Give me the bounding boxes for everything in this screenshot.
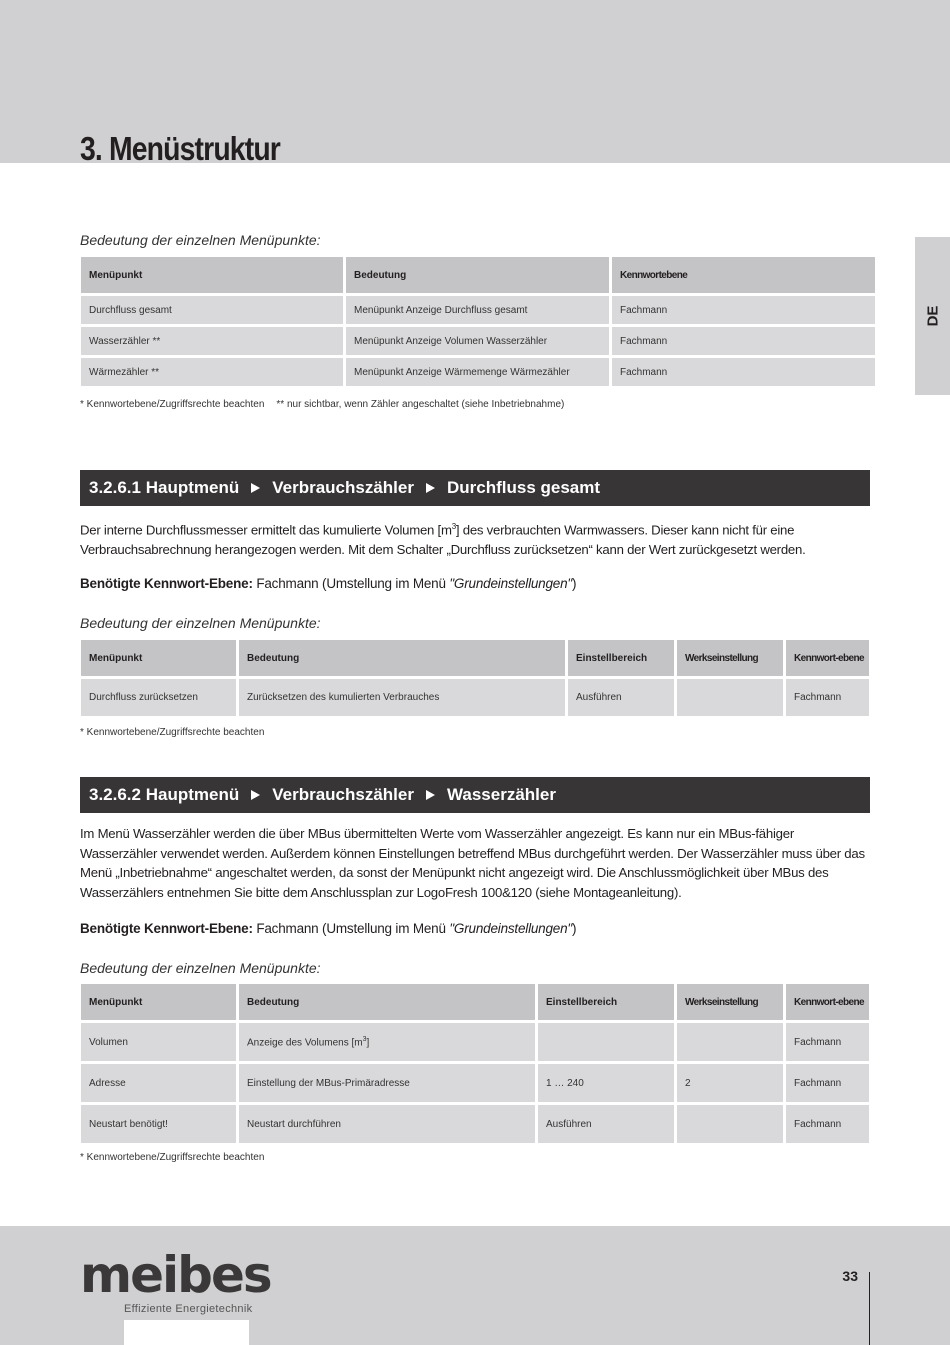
table-row [81, 327, 875, 355]
footer-strip [124, 1320, 249, 1345]
section2-description: Im Menü Wasserzähler werden die über MBus übermittelten Werte vom Wasserzähler angezeigt. Es kann nur ein MBus-fähiger Wasserzähler verwendet werden. Außerdem können Einstellungen betreffend MBus durchgeführt werden. Der Wasserzähler muss über das Menü „Inbetriebnahme“ angeschaltet werden, da sonst der Menüpunkt nicht angezeigt wird. Die Anschlussmöglichkeit über MBus des Wasserzählers entnehmen Sie bitte dem Anschlussplan zur LogoFresh 100&120 (siehe Montageanleitung). [80, 826, 865, 900]
table-cell: Zurücksetzen des kumulierten Verbrauches [239, 679, 565, 716]
table-cell [538, 1023, 674, 1061]
section1-footnote: * Kennwortebene/Zugriffsrechte beachten [80, 727, 265, 738]
table-row [81, 1023, 869, 1061]
requirement-menu: "Grundeinstellungen" [449, 921, 573, 936]
table-cell: Neustart durchführen [239, 1105, 535, 1143]
breadcrumb-item: Hauptmenü [145, 478, 240, 497]
requirement-menu: "Grundeinstellungen" [449, 576, 573, 591]
text-run: Der interne Durchflussmesser ermittelt das kumulierte Volumen [m [80, 522, 452, 538]
footnote: * Kennwortebene/Zugriffsrechte beachten [80, 399, 265, 410]
table-cell: Einstellung der MBus-Primäradresse [239, 1064, 535, 1102]
table-row [81, 358, 875, 386]
section2-password-level [80, 921, 576, 936]
triangle-right-icon [251, 483, 260, 493]
header-cell: Bedeutung [239, 640, 565, 676]
header-cell: Kennwortebene [612, 257, 875, 293]
superscript: 3 [362, 1035, 367, 1043]
table-cell [677, 1105, 783, 1143]
table-cell: Neustart benötigt! [81, 1105, 236, 1143]
section2-table [78, 981, 872, 1146]
breadcrumb-item: Wasserzähler [446, 785, 556, 804]
section2-table-caption: Bedeutung der einzelnen Menüpunkte: [80, 960, 321, 976]
table-cell: Volumen [81, 1023, 236, 1061]
table-cell: Menüpunkt Anzeige Wärmemenge Wärmezähler [346, 358, 609, 386]
breadcrumb-item: Verbrauchszähler [272, 478, 414, 497]
table-cell: Fachmann [612, 296, 875, 324]
header-cell: Menüpunkt [81, 257, 343, 293]
top-menu-table [78, 254, 878, 389]
text-run: ] [366, 1037, 370, 1049]
table-row [81, 1105, 869, 1143]
page-title: 3. Menüstruktur [80, 130, 280, 167]
section1-description [80, 517, 870, 559]
section1-password-level [80, 576, 576, 591]
table-cell: Wärmezähler ** [81, 358, 343, 386]
superscript: 3 [451, 522, 456, 531]
meibes-logo: meibes [80, 1246, 271, 1304]
requirement-label: Benötigte Kennwort-Ebene: [80, 921, 253, 936]
section1-table [78, 637, 872, 719]
header-cell: Menüpunkt [81, 640, 236, 676]
triangle-right-icon [426, 790, 435, 800]
section-heading-durchfluss [80, 470, 870, 506]
breadcrumb-item: Hauptmenü [145, 785, 240, 804]
header-cell: Menüpunkt [81, 984, 236, 1020]
page-number-rule [869, 1272, 870, 1345]
language-tab [915, 237, 950, 395]
table-cell: 2 [677, 1064, 783, 1102]
logo-tagline: Effiziente Energietechnik [124, 1303, 253, 1315]
table-header-row [81, 984, 869, 1020]
table-row [81, 296, 875, 324]
header-cell: Einstellbereich [568, 640, 674, 676]
header-cell: Bedeutung [346, 257, 609, 293]
breadcrumb-item: Durchfluss gesamt [446, 478, 601, 497]
breadcrumb-item: Verbrauchszähler [272, 785, 414, 804]
table-header-row [81, 257, 875, 293]
header-cell: Kennwort-ebene [786, 984, 869, 1020]
text-run: ) [572, 921, 577, 936]
language-tab-label: DE [924, 305, 941, 327]
table-cell: 1 … 240 [538, 1064, 674, 1102]
table-cell: Fachmann [786, 1105, 869, 1143]
header-cell: Werkseinstellung [677, 640, 783, 676]
table-cell: Fachmann [612, 358, 875, 386]
section2-footnote: * Kennwortebene/Zugriffsrechte beachten [80, 1152, 265, 1163]
section-heading-wasserzaehler [80, 777, 870, 813]
table-cell: Durchfluss gesamt [81, 296, 343, 324]
footnote: ** nur sichtbar, wenn Zähler angeschaltet (siehe Inbetriebnahme) [276, 399, 565, 410]
triangle-right-icon [251, 790, 260, 800]
table-cell: Menüpunkt Anzeige Durchfluss gesamt [346, 296, 609, 324]
header-cell: Einstellbereich [538, 984, 674, 1020]
top-table-notes [80, 399, 564, 410]
table-row [81, 679, 869, 716]
table-cell: Menüpunkt Anzeige Volumen Wasserzähler [346, 327, 609, 355]
requirement-value: Fachmann (Umstellung im Menü [256, 921, 450, 936]
table-row [81, 1064, 869, 1102]
table-cell: Fachmann [786, 1023, 869, 1061]
section-number: 3.2.6.2 [89, 785, 141, 804]
header-cell: Kennwort-ebene [786, 640, 869, 676]
text-run: ] des verbrauchten Warmwassers. Dieser kann nicht für eine Verbrauchsabrechnung herangezogen werden. Mit dem Schalter „Durchfluss zurücksetzen“ kann der Wert zurückgesetzt werden. [80, 522, 806, 557]
table-cell: Adresse [81, 1064, 236, 1102]
requirement-label: Benötigte Kennwort-Ebene: [80, 576, 253, 591]
table-cell: Fachmann [786, 1064, 869, 1102]
header-cell: Bedeutung [239, 984, 535, 1020]
top-table-caption: Bedeutung der einzelnen Menüpunkte: [80, 232, 321, 248]
table-cell: Fachmann [786, 679, 869, 716]
table-header-row [81, 640, 869, 676]
table-cell: Ausführen [538, 1105, 674, 1143]
header-cell: Werkseinstellung [677, 984, 783, 1020]
table-cell [677, 679, 783, 716]
section-number: 3.2.6.1 [89, 478, 141, 497]
requirement-value: Fachmann (Umstellung im Menü [256, 576, 450, 591]
table-cell [239, 1023, 535, 1061]
text-run: Anzeige des Volumens [m [247, 1037, 363, 1049]
page-number: 33 [842, 1268, 858, 1284]
text-run: ) [572, 576, 577, 591]
triangle-right-icon [426, 483, 435, 493]
table-cell: Wasserzähler ** [81, 327, 343, 355]
table-cell: Ausführen [568, 679, 674, 716]
table-cell: Durchfluss zurücksetzen [81, 679, 236, 716]
table-cell: Fachmann [612, 327, 875, 355]
table-cell [677, 1023, 783, 1061]
section1-table-caption: Bedeutung der einzelnen Menüpunkte: [80, 615, 321, 631]
